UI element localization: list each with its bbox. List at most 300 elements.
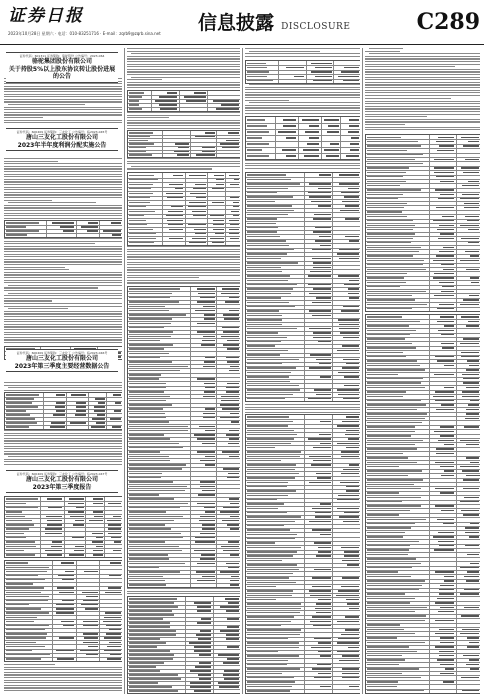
table-col-rule <box>106 393 107 429</box>
table-cell-value <box>204 391 215 392</box>
table-cell-value <box>437 360 455 361</box>
text-line <box>4 669 122 670</box>
table-cell-value <box>226 634 240 635</box>
table-cell-value <box>221 104 239 105</box>
text-line <box>127 125 240 126</box>
article-subtitle: 2023年第三季度报告 <box>32 483 92 491</box>
table-col-rule <box>64 497 65 557</box>
table-cell-value <box>104 650 122 651</box>
text-line <box>245 160 360 161</box>
table-cell-value <box>230 584 239 585</box>
table-cell-value <box>316 612 330 613</box>
table-cell-label <box>247 359 299 360</box>
table-cell-label <box>367 567 412 568</box>
table-cell-label <box>129 646 157 647</box>
table-cell-value <box>437 659 454 660</box>
article-title: 唐山三友化工股份有限公司 <box>25 134 98 141</box>
table-cell-label <box>247 196 293 197</box>
text-line <box>127 163 240 164</box>
table-cell-value <box>218 682 239 683</box>
table-cell-value <box>200 630 211 631</box>
table-cell-value <box>436 453 454 454</box>
table-cell-value <box>442 216 455 217</box>
table-cell-value <box>343 80 359 81</box>
text-line <box>8 387 122 388</box>
table-cell-value <box>438 137 455 138</box>
table-cell-value <box>201 618 211 619</box>
text-line <box>4 664 55 665</box>
table-cell-label <box>6 571 47 572</box>
table-cell-value <box>344 376 359 377</box>
table-cell-label <box>367 440 423 441</box>
table-cell-value <box>463 172 480 173</box>
table-cell-label <box>129 327 164 328</box>
table-cell-value <box>339 258 360 259</box>
table-cell-value <box>439 282 455 283</box>
table-cell-value <box>196 197 206 198</box>
masthead <box>0 0 484 45</box>
data-table <box>245 60 360 84</box>
table-cell-value <box>433 220 454 221</box>
table-cell-label <box>247 284 297 285</box>
table-cell-value <box>316 359 331 360</box>
table-cell-label <box>247 155 269 156</box>
table-cell-label <box>247 398 285 399</box>
table-cell-label <box>367 185 400 186</box>
table-cell-value <box>460 466 480 467</box>
table-cell-label <box>247 258 281 259</box>
table-cell-label <box>247 647 299 648</box>
table-cell-value <box>433 260 454 261</box>
table-cell-value <box>224 678 239 679</box>
table-cell-value <box>114 410 121 411</box>
text-line <box>245 56 360 57</box>
table-cell-label <box>129 344 173 345</box>
table-cell-value <box>47 520 62 521</box>
table-cell-value <box>105 612 121 613</box>
table-cell-value <box>464 589 479 590</box>
column-3 <box>245 48 360 694</box>
table-cell-value <box>203 306 215 307</box>
table-cell-value <box>88 222 97 223</box>
table-cell-value <box>462 629 479 630</box>
text-line <box>4 300 52 301</box>
text-line <box>365 103 480 104</box>
table-cell-value <box>111 537 122 538</box>
table-cell-value <box>227 383 239 384</box>
table-cell-value <box>112 234 121 235</box>
text-line <box>365 124 405 125</box>
table-cell-label <box>129 550 182 551</box>
table-cell-value <box>229 175 240 176</box>
table-cell-value <box>227 477 240 478</box>
table-cell-value <box>68 503 84 504</box>
table-cell-value <box>465 216 479 217</box>
table-cell-label <box>129 310 169 311</box>
table-cell-label <box>6 554 35 555</box>
table-cell-value <box>75 546 83 547</box>
table-cell-label <box>129 179 158 180</box>
table-cell-value <box>339 183 359 184</box>
table-cell-label <box>247 137 262 138</box>
text-line <box>4 451 122 452</box>
table-cell-label <box>247 218 277 219</box>
table-cell-value <box>435 400 455 401</box>
table-cell-label <box>367 211 402 212</box>
table-cell-label <box>367 264 423 265</box>
table-cell-label <box>6 633 47 634</box>
table-cell-value <box>439 304 454 305</box>
table-cell-label <box>367 418 425 419</box>
table-cell-value <box>173 175 183 176</box>
table-cell-value <box>199 654 211 655</box>
table-cell-label <box>367 505 421 506</box>
masthead-meta: 2023年10月28日 星期六 · 电话：010-83251716 · E-mail：zqrb9@zqrb.sina.net <box>8 31 161 36</box>
text-line <box>365 90 480 91</box>
text-line <box>4 464 122 465</box>
text-line <box>8 308 68 309</box>
table-cell-value <box>313 332 331 333</box>
text-line <box>4 238 122 239</box>
table-cell-value <box>197 622 211 623</box>
table-cell-value <box>349 119 359 120</box>
table-cell-value <box>76 410 87 411</box>
text-line <box>365 56 480 57</box>
table-cell-label <box>367 255 413 256</box>
table-cell-value <box>460 343 480 344</box>
table-col-rule <box>76 221 77 237</box>
text-line <box>365 111 480 112</box>
table-cell-value <box>197 301 214 302</box>
table-cell-label <box>367 484 414 485</box>
table-cell-value <box>319 434 331 435</box>
table-cell-value <box>320 245 331 246</box>
table-cell-label <box>129 413 165 414</box>
text-line <box>4 210 122 211</box>
text-line <box>4 112 122 113</box>
table-cell-label <box>247 634 300 635</box>
table-cell-label <box>367 282 406 283</box>
table-cell-value <box>348 288 359 289</box>
text-line <box>245 165 360 166</box>
table-cell-value <box>340 332 360 333</box>
table-cell-value <box>466 580 479 581</box>
table-cell-value <box>195 537 215 538</box>
table-cell-value <box>345 218 359 219</box>
table-cell-value <box>229 310 239 311</box>
table-cell-label <box>129 503 188 504</box>
table-cell-value <box>204 383 215 384</box>
table-cell-value <box>470 563 479 564</box>
table-cell-value <box>346 447 360 448</box>
table-cell-value <box>233 202 239 203</box>
table-cell-label <box>247 125 267 126</box>
table-cell-value <box>463 655 480 656</box>
table-cell-value <box>464 576 479 577</box>
table-cell-label <box>247 434 297 435</box>
table-cell-value <box>324 149 339 150</box>
text-line <box>4 205 122 206</box>
table-cell-value <box>230 413 240 414</box>
text-line <box>4 390 122 391</box>
table-cell-label <box>247 354 280 355</box>
text-line <box>365 87 480 88</box>
table-cell-label <box>367 343 412 344</box>
table-cell-label <box>129 331 173 332</box>
table-cell-value <box>316 555 331 556</box>
text-line <box>245 163 360 164</box>
table-cell-value <box>346 155 360 156</box>
table-cell-label <box>367 172 406 173</box>
text-line <box>245 94 360 95</box>
table-cell-value <box>72 537 84 538</box>
table-cell-value <box>327 131 339 132</box>
table-cell-value <box>315 516 331 517</box>
text-line <box>4 184 122 185</box>
table-cell-value <box>314 569 331 570</box>
section-title-cn: 信息披露 <box>198 12 275 34</box>
table-cell-value <box>110 418 121 419</box>
text-line <box>249 84 360 85</box>
table-cell-label <box>247 660 288 661</box>
text-line <box>127 74 240 75</box>
table-cell-value <box>464 207 480 208</box>
table-cell-label <box>129 678 181 679</box>
table-cell-value <box>167 197 183 198</box>
table-cell-value <box>95 398 104 399</box>
table-cell-value <box>226 357 240 358</box>
text-line <box>4 303 122 304</box>
table-cell-value <box>155 100 178 101</box>
table-cell-value <box>461 238 480 239</box>
table-cell-value <box>433 277 454 278</box>
text-line <box>4 438 122 439</box>
section-title <box>198 10 358 36</box>
table-cell-label <box>247 143 269 144</box>
text-line <box>245 105 360 106</box>
table-cell-value <box>222 408 240 409</box>
table-cell-value <box>312 668 330 669</box>
table-cell-label <box>367 558 416 559</box>
table-cell-value <box>444 365 454 366</box>
table-cell-value <box>189 242 205 243</box>
table-cell-label <box>129 456 169 457</box>
table-cell-label <box>129 140 148 141</box>
table-cell-value <box>58 575 75 576</box>
table-col-rule <box>456 135 457 311</box>
table-cell-value <box>197 451 214 452</box>
table-cell-value <box>227 361 240 362</box>
table-cell-value <box>337 651 360 652</box>
table-cell-value <box>313 231 331 232</box>
table-cell-value <box>192 211 205 212</box>
table-cell-label <box>129 238 156 239</box>
table-cell-value <box>342 201 360 202</box>
text-line <box>127 56 240 57</box>
table-cell-value <box>73 524 83 525</box>
text-line <box>127 272 240 273</box>
data-table <box>4 392 122 430</box>
table-cell-label <box>367 532 405 533</box>
table-cell-value <box>230 554 240 555</box>
table-cell-value <box>230 224 239 225</box>
table-cell-value <box>230 366 240 367</box>
table-cell-value <box>229 498 240 499</box>
table-cell-label <box>247 280 288 281</box>
table-cell-label <box>6 230 39 231</box>
text-line <box>365 127 480 128</box>
table-cell-value <box>48 507 63 508</box>
table-cell-value <box>108 533 121 534</box>
table-col-rule <box>216 287 217 587</box>
table-cell-value <box>76 402 86 403</box>
table-cell-value <box>348 188 360 189</box>
table-cell-label <box>367 651 417 652</box>
table-cell-value <box>440 466 454 467</box>
table-cell-label <box>6 541 35 542</box>
table-cell-value <box>195 666 211 667</box>
table-cell-value <box>220 630 239 631</box>
table-cell-value <box>203 413 214 414</box>
table-cell-value <box>224 318 239 319</box>
table-cell-label <box>247 227 278 228</box>
table-cell-value <box>85 608 98 609</box>
table-cell-value <box>177 154 189 155</box>
text-line <box>365 58 480 59</box>
table-cell-label <box>6 654 50 655</box>
table-cell-value <box>319 174 331 175</box>
table-row-rule <box>246 141 360 142</box>
table-cell-label <box>129 408 163 409</box>
table-cell-label <box>247 599 276 600</box>
table-cell-value <box>81 226 98 227</box>
table-cell-value <box>227 618 240 619</box>
table-cell-value <box>439 655 454 656</box>
table-cell-value <box>189 642 211 643</box>
table-col-rule <box>104 497 105 557</box>
table-cell-value <box>465 418 480 419</box>
table-cell-label <box>6 629 45 630</box>
table-cell-value <box>57 587 74 588</box>
table-cell-value <box>324 119 338 120</box>
table-cell-label <box>367 225 415 226</box>
table-cell-value <box>440 492 455 493</box>
table-cell-value <box>434 172 454 173</box>
text-line <box>4 430 122 431</box>
table-cell-label <box>129 481 173 482</box>
table-cell-value <box>467 571 480 572</box>
table-cell-value <box>168 211 183 212</box>
section-title-en: DISCLOSURE <box>281 22 351 32</box>
table-cell-value <box>231 421 240 422</box>
table-cell-label <box>129 421 169 422</box>
text-line <box>4 83 122 84</box>
text-line <box>127 79 162 80</box>
text-line <box>4 246 122 247</box>
table-cell-label <box>367 150 407 151</box>
text-line <box>127 120 240 121</box>
table-cell-value <box>223 550 240 551</box>
table-cell-value <box>337 499 359 500</box>
table-col-rule <box>298 117 299 159</box>
table-cell-value <box>223 314 240 315</box>
table-cell-value <box>96 422 105 423</box>
table-cell-label <box>6 617 37 618</box>
text-line <box>245 107 360 108</box>
text-line <box>4 256 122 257</box>
table-cell-value <box>462 374 480 375</box>
table-cell-label <box>247 71 269 72</box>
table-cell-value <box>205 408 215 409</box>
table-cell-label <box>247 394 293 395</box>
table-cell-label <box>129 370 180 371</box>
text-line <box>245 100 289 101</box>
table-cell-label <box>129 576 163 577</box>
table-cell-value <box>169 238 183 239</box>
table-cell-label <box>367 541 419 542</box>
table-cell-label <box>247 381 290 382</box>
table-cell-label <box>367 198 398 199</box>
table-cell-value <box>467 554 480 555</box>
table-row-rule <box>246 123 360 124</box>
table-cell-label <box>367 646 409 647</box>
table-cell-value <box>106 633 122 634</box>
table-cell-value <box>115 402 122 403</box>
table-cell-value <box>434 549 454 550</box>
table-cell-value <box>314 389 331 390</box>
table-col-rule <box>333 61 334 83</box>
table-col-rule <box>99 561 100 661</box>
text-line <box>4 241 122 242</box>
table-cell-value <box>434 167 454 168</box>
table-row-rule <box>246 147 360 148</box>
table-cell-value <box>343 521 360 522</box>
table-cell-value <box>341 473 359 474</box>
table-cell-value <box>312 529 331 530</box>
text-line <box>4 187 122 188</box>
table-cell-value <box>309 293 331 294</box>
table-cell-label <box>129 511 166 512</box>
table-cell-value <box>439 225 454 226</box>
text-line <box>127 128 240 129</box>
table-cell-value <box>200 558 214 559</box>
table-cell-label <box>129 516 183 517</box>
table-cell-label <box>247 443 291 444</box>
table-cell-value <box>107 658 122 659</box>
table-cell-value <box>316 473 331 474</box>
table-cell-value <box>200 297 214 298</box>
text-line <box>4 192 122 193</box>
text-line <box>127 158 240 159</box>
table-cell-value <box>468 404 479 405</box>
table-cell-value <box>436 141 455 142</box>
table-cell-value <box>197 438 215 439</box>
table-cell-value <box>200 533 214 534</box>
text-line <box>365 51 400 52</box>
table-cell-value <box>202 576 215 577</box>
table-cell-label <box>367 387 425 388</box>
table-cell-value <box>438 541 454 542</box>
table-cell-value <box>337 253 360 254</box>
table-cell-value <box>200 486 215 487</box>
table-cell-value <box>437 598 454 599</box>
table-cell-value <box>216 179 224 180</box>
table-cell-label <box>247 341 281 342</box>
table-cell-value <box>313 337 331 338</box>
table-cell-label <box>367 615 426 616</box>
table-col-rule <box>162 131 163 157</box>
table-cell-value <box>80 650 98 651</box>
